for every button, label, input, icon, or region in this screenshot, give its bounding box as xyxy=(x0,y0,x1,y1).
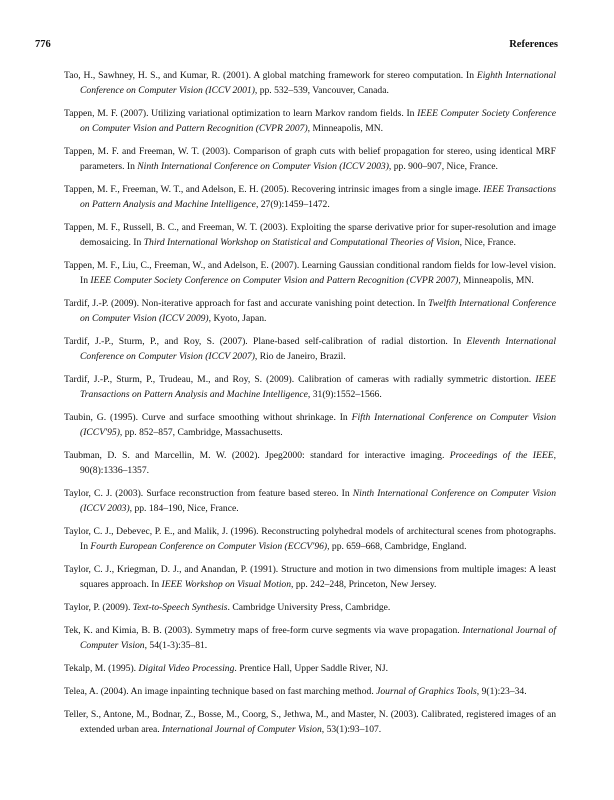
reference-details: , Kyoto, Japan. xyxy=(208,313,267,324)
reference-details: , 27(9):1459–1472. xyxy=(255,199,330,210)
reference-entry xyxy=(64,448,556,478)
reference-entry xyxy=(64,220,556,250)
reference-entry xyxy=(64,68,556,98)
reference-venue: International Journal of Computer Vision xyxy=(80,625,556,651)
reference-details: . Prentice Hall, Upper Saddle River, NJ. xyxy=(234,663,389,674)
reference-entry xyxy=(64,372,556,402)
reference-entry xyxy=(64,600,556,615)
reference-authors-title: Taylor, C. J. (2003). Surface reconstruction from feature based stereo. In xyxy=(64,488,353,499)
reference-details: , pp. 184–190, Nice, France. xyxy=(129,503,239,514)
reference-entry xyxy=(64,684,556,699)
reference-details: , Nice, France. xyxy=(459,237,516,248)
reference-authors-title: Tappen, M. F., Freeman, W. T., and Adelson, E. H. (2005). Recovering intrinsic images from a single image. xyxy=(64,184,484,195)
reference-venue: IEEE Computer Society Conference on Computer Vision and Pattern Recognition (CVPR 2007) xyxy=(80,108,556,134)
reference-entry xyxy=(64,524,556,554)
reference-venue: IEEE Workshop on Visual Motion xyxy=(161,579,292,590)
reference-details: , pp. 532–539, Vancouver, Canada. xyxy=(254,85,389,96)
section-title: References xyxy=(509,39,558,50)
reference-venue: Fourth European Conference on Computer Vision (ECCV'96) xyxy=(90,541,328,552)
reference-details: , pp. 659–668, Cambridge, England. xyxy=(327,541,467,552)
reference-details: , pp. 242–248, Princeton, New Jersey. xyxy=(291,579,437,590)
reference-entry xyxy=(64,623,556,653)
reference-authors-title: Telea, A. (2004). An image inpainting technique based on fast marching method. xyxy=(64,686,377,697)
reference-entry xyxy=(64,144,556,174)
reference-authors-title: Tao, H., Sawhney, H. S., and Kumar, R. (2001). A global matching framework for stereo computation. In xyxy=(64,70,477,81)
reference-venue: Eighth International Conference on Computer Vision (ICCV 2001) xyxy=(80,70,556,96)
reference-details: , 53(1):93–107. xyxy=(321,724,382,735)
reference-authors-title: Tappen, M. F., Russell, B. C., and Freeman, W. T. (2003). Exploiting the sparse derivative prior for super-resolution and image demosaicing. In xyxy=(64,222,556,248)
reference-entry xyxy=(64,661,556,676)
reference-authors-title: Tappen, M. F. and Freeman, W. T. (2003). Comparison of graph cuts with belief propagation for stereo, using identical MRF parameters. In xyxy=(64,146,556,172)
reference-authors-title: Tekalp, M. (1995). xyxy=(64,663,139,674)
reference-entry xyxy=(64,182,556,212)
reference-venue: Third International Workshop on Statistical and Computational Theories of Vision xyxy=(143,237,460,248)
reference-details: , 90(8):1336–1357. xyxy=(80,450,556,476)
reference-details: , 9(1):23–34. xyxy=(476,686,527,697)
reference-authors-title: Taubin, G. (1995). Curve and surface smoothing without shrinkage. In xyxy=(64,412,352,423)
reference-entry xyxy=(64,258,556,288)
reference-entry xyxy=(64,296,556,326)
reference-details: . Cambridge University Press, Cambridge. xyxy=(227,602,391,613)
reference-venue: Journal of Graphics Tools xyxy=(376,686,477,697)
reference-entry xyxy=(64,707,556,737)
reference-authors-title: Teller, S., Antone, M., Bodnar, Z., Bosse, M., Coorg, S., Jethwa, M., and Master, N. (2003). Calibrated, registered images of an extended urban area. xyxy=(64,709,556,735)
reference-venue: IEEE Transactions on Pattern Analysis and Machine Intelligence xyxy=(80,184,556,210)
reference-venue: Ninth International Conference on Computer Vision (ICCV 2003) xyxy=(80,488,556,514)
reference-authors-title: Tardif, J.-P. (2009). Non-iterative approach for fast and accurate vanishing point detection. In xyxy=(64,298,429,309)
reference-details: , 31(9):1552–1566. xyxy=(307,389,382,400)
reference-authors-title: Taylor, P. (2009). xyxy=(64,602,133,613)
reference-authors-title: Tek, K. and Kimia, B. B. (2003). Symmetry maps of free-form curve segments via wave propagation. xyxy=(64,625,463,636)
reference-authors-title: Tardif, J.-P., Sturm, P., Trudeau, M., and Roy, S. (2009). Calibration of cameras with radially symmetric distortion. xyxy=(64,374,536,385)
reference-entry xyxy=(64,334,556,364)
reference-venue: Ninth International Conference on Computer Vision (ICCV 2003) xyxy=(137,161,389,172)
running-header xyxy=(35,39,558,53)
reference-entry xyxy=(64,562,556,592)
reference-authors-title: Taubman, D. S. and Marcellin, M. W. (2002). Jpeg2000: standard for interactive imaging. xyxy=(64,450,450,461)
reference-details: , Minneapolis, MN. xyxy=(307,123,384,134)
reference-entry xyxy=(64,410,556,440)
reference-entry xyxy=(64,106,556,136)
reference-venue: Eleventh International Conference on Computer Vision (ICCV 2007) xyxy=(80,336,556,362)
page-number: 776 xyxy=(35,39,51,50)
reference-list xyxy=(64,68,556,745)
reference-details: , Minneapolis, MN. xyxy=(458,275,534,286)
reference-authors-title: Tappen, M. F. (2007). Utilizing variational optimization to learn Markov random fields. In xyxy=(64,108,418,119)
reference-authors-title: Tappen, M. F., Liu, C., Freeman, W., and Adelson, E. (2007). Learning Gaussian conditional random fields for low-level vision. In xyxy=(64,260,556,286)
reference-entry xyxy=(64,486,556,516)
reference-venue: Text-to-Speech Synthesis xyxy=(132,602,228,613)
reference-details: , pp. 900–907, Nice, France. xyxy=(388,161,498,172)
reference-venue: IEEE Computer Society Conference on Computer Vision and Pattern Recognition (CVPR 2007) xyxy=(90,275,459,286)
reference-venue: IEEE Transactions on Pattern Analysis and Machine Intelligence xyxy=(80,374,556,400)
reference-details: , 54(1-3):35–81. xyxy=(144,640,208,651)
reference-details: , Rio de Janeiro, Brazil. xyxy=(254,351,346,362)
reference-authors-title: Tardif, J.-P., Sturm, P., and Roy, S. (2007). Plane-based self-calibration of radial distortion. In xyxy=(64,336,467,347)
reference-venue: Digital Video Processing xyxy=(138,663,235,674)
reference-authors-title: Taylor, C. J., Kriegman, D. J., and Anandan, P. (1991). Structure and motion in two dimensions from multiple images: A least squares approach. In xyxy=(64,564,556,590)
reference-venue: Twelfth International Conference on Computer Vision (ICCV 2009) xyxy=(80,298,556,324)
reference-details: , pp. 852–857, Cambridge, Massachusetts. xyxy=(119,427,283,438)
reference-authors-title: Taylor, C. J., Debevec, P. E., and Malik, J. (1996). Reconstructing polyhedral models of architectural scenes from photographs. In xyxy=(64,526,556,552)
reference-venue: International Journal of Computer Vision xyxy=(162,724,322,735)
reference-venue: Fifth International Conference on Computer Vision (ICCV'95) xyxy=(80,412,556,438)
reference-venue: Proceedings of the IEEE xyxy=(449,450,554,461)
